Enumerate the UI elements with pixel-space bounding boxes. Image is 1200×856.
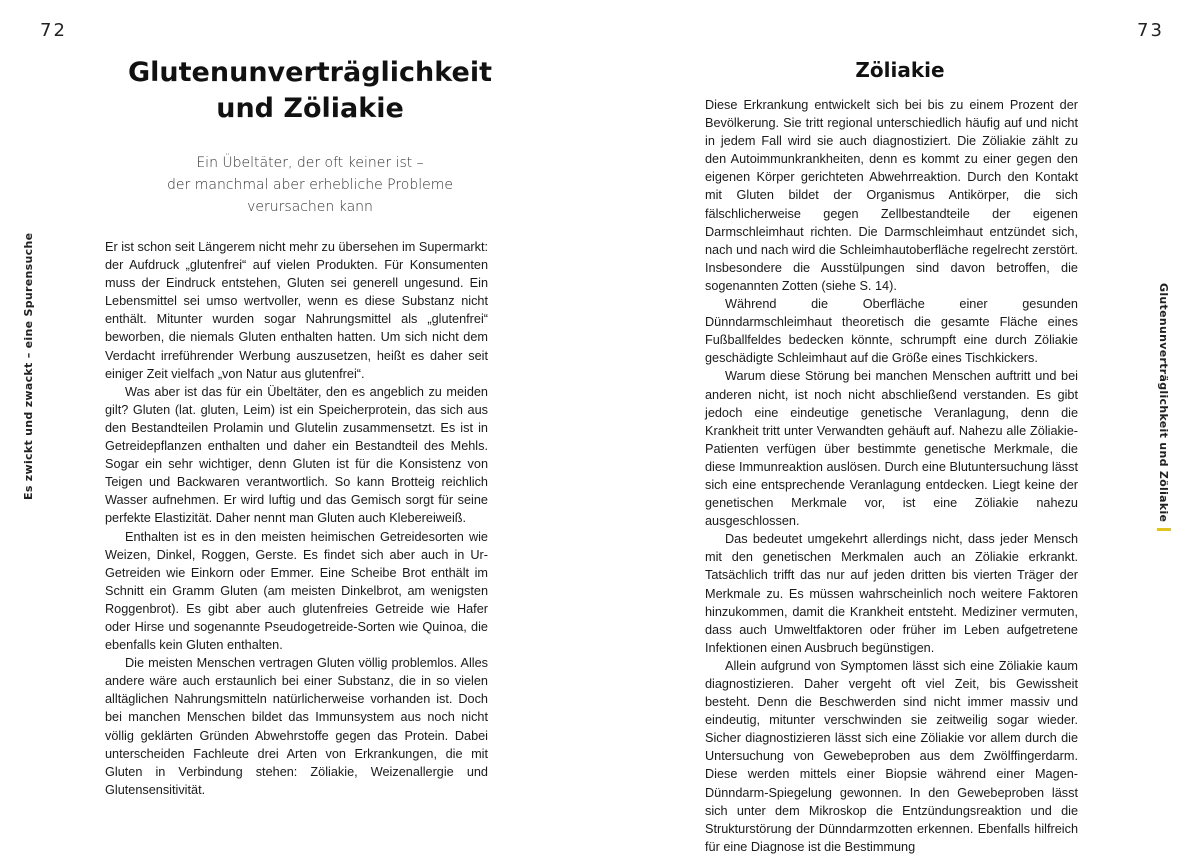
body-text-left [105,238,488,799]
left-page [0,0,600,797]
paragraph: Warum diese Störung bei manchen Menschen auftritt und bei anderen nicht, ist noch nicht abschließend verstanden. Es gibt jedoch eine eindeutige genetische Veranlagung, denn die Krankheit tritt unter Verwandten gehäuft auf. Nahezu alle Zöliakie-Patienten verfügen über bestimmte genetische Merkmale, die diese Immunreaktion auslösen. Durch eine Blutuntersuchung lässt sich eine entsprechende Veranlagung entdecken. Liegt keine der genetischen Merkmale vor, ist eine Zöliakie nahezu ausgeschlossen. [705,369,1078,529]
paragraph: Die meisten Menschen vertragen Gluten völlig problemlos. Alles andere wäre auch erstaunlich bei einer Substanz, die in so vielen alltäglichen Nahrungsmitteln natürlicherweise vorhanden ist. Doch bei manchen Menschen bildet das Immunsystem aus noch nicht völlig geklärten Gründen Abwehrstoffe gegen das Protein. Dabei unterscheiden Fachleute drei Arten von Erkrankungen, die mit Gluten in Verbindung stehen: Zöliakie, Weizenallergie und Glutensensitivität. [105,656,488,797]
subtitle-line-3: verursachen kann [247,199,373,215]
chapter-title-line-2: und Zöliakie [216,93,404,124]
paragraph: Während die Oberfläche einer gesunden Dünndarmschleimhaut theoretisch die gesamte Fläche eines Fußballfeldes bedecken könnte, schrumpft eine durch Zöliakie geschädigte Schleimhaut auf die Größe eines Tischkickers. [705,297,1078,366]
paragraph: Das bedeutet umgekehrt allerdings nicht, dass jeder Mensch mit den genetischen Merkmalen auch an Zöliakie erkrankt. Tatsächlich trifft das nur auf jeden dritten bis vierten Träger der Merkmale zu. Es müssen wahrscheinlich noch weitere Faktoren hinzukommen, damit die Krankheit entsteht. Mediziner vermuten, dass auch Umweltfaktoren oder früher im Leben aufgetretene Infektionen einen Ausbruch begünstigen. [705,532,1078,655]
chapter-subtitle [150,152,470,218]
subtitle-line-1: Ein Übeltäter, der oft keiner ist – [196,155,424,171]
paragraph: Enthalten ist es in den meisten heimischen Getreidesorten wie Weizen, Dinkel, Roggen, Gerste. Es findet sich aber auch in Ur-Getreiden wie Einkorn oder Emmer. Eine Scheibe Brot enthält im Schnitt ein Gramm Gluten (am meisten Dinkelbrot, am wenigsten Roggenbrot). Es gibt aber auch glutenfreies Getreide wie Hafer oder Hirse und sogenannte Pseudogetreide-Sorten wie Quinoa, die ebenfalls kein Gluten enthalten. [105,529,488,653]
chapter-title-line-1: Glutenunverträglichkeit [128,57,492,88]
paragraph: Allein aufgrund von Symptomen lässt sich eine Zöliakie kaum diagnostizieren. Daher vergeht oft viel Zeit, bis Gewissheit besteht. Denn die Beschwerden sind nicht immer massiv und eindeutig, mitunter verschwinden sie zeitweilig sogar wieder. Sicher diagnostizieren lässt sich eine Zöliakie vor allem durch die Untersuchung von Gewebeproben aus dem Zwölffingerdarm. Diese werden mittels einer Biopsie während einer Magen-Dünndarm-Spiegelung gewonnen. In den Gewebeproben lässt sich unter dem Mikroskop die Entzündungsreaktion und die Strukturstörung der Dünndarmzotten erkennen. Ebenfalls hilfreich für eine Diagnose ist die Bestimmung [705,658,1078,854]
accent-rule-right [1157,528,1171,531]
paragraph: Diese Erkrankung entwickelt sich bei bis zu einem Prozent der Bevölkerung. Sie tritt regional unterschiedlich häufig auf und nicht in jedem Fall wird sie auch diagnostiziert. Die Zöliakie zählt zu den Autoimmunkrankheiten, denn es kommt zu einer gegen den eigenen Körper gerichteten Abwehrreaktion. Durch den Kontakt mit Gluten bildet der Organismus Antikörper, die sich fälschlicherweise gegen Zellbestandteile der eigenen Darmschleimhaut richten. Die Darmschleimhaut entzündet sich, nach und nach wird die Schleimhautoberfläche regelrecht zerstört. Insbesondere die Ausstülpungen sind davon betroffen, die sogenannten Zotten (siehe S. 14). [705,98,1078,293]
running-head-left [20,232,36,506]
running-head-left-text: Es zwickt und zwackt – eine Spurensuche [21,232,35,500]
running-head-right [1156,283,1172,531]
chapter-title [90,55,530,127]
running-head-right-text: Glutenunverträglichkeit und Zöliakie [1157,283,1171,523]
page-number-left: 72 [40,20,67,41]
section-title: Zöliakie [855,58,945,82]
right-page [600,0,1200,854]
page-number-right: 73 [1137,20,1164,41]
paragraph: Er ist schon seit Längerem nicht mehr zu übersehen im Supermarkt: der Aufdruck „glutenfrei“ auf vielen Produkten. Für Konsumenten muss der Eindruck entstehen, Gluten sei generell ungesund. Ein Lebensmittel sei umso wertvoller, wenn es diese Substanz nicht enthält. Mitunter wurden sogar Nahrungsmittel als „glutenfrei“ beworben, die niemals Gluten enthalten hatten. Um sich nicht dem Verdacht irreführender Werbung auszusetzen, heißt es daher seit einiger Zeit vielfach „von Natur aus glutenfrei“. [105,240,488,381]
subtitle-line-2: der manchmal aber erhebliche Probleme [167,177,453,193]
paragraph: Was aber ist das für ein Übeltäter, den es angeblich zu meiden gilt? Gluten (lat. gluten, Leim) ist ein Speicherprotein, das sich aus den Bestandteilen Prolamin und Glutelin zusammensetzt. Es ist in Getreidepflanzen enthalten und daher ein Bestandteil des Mehls. Sogar ein sehr wichtiger, denn Gluten ist für die Konsistenz von Teigen und Backwaren verantwortlich. So kann Brotteig reichlich Wasser aufnehmen. Er wird luftig und das Gemisch sorgt für seine perfekte Elastizität. Daher nennt man Gluten auch Klebereiweiß. [105,384,488,526]
body-text-right [705,96,1078,856]
